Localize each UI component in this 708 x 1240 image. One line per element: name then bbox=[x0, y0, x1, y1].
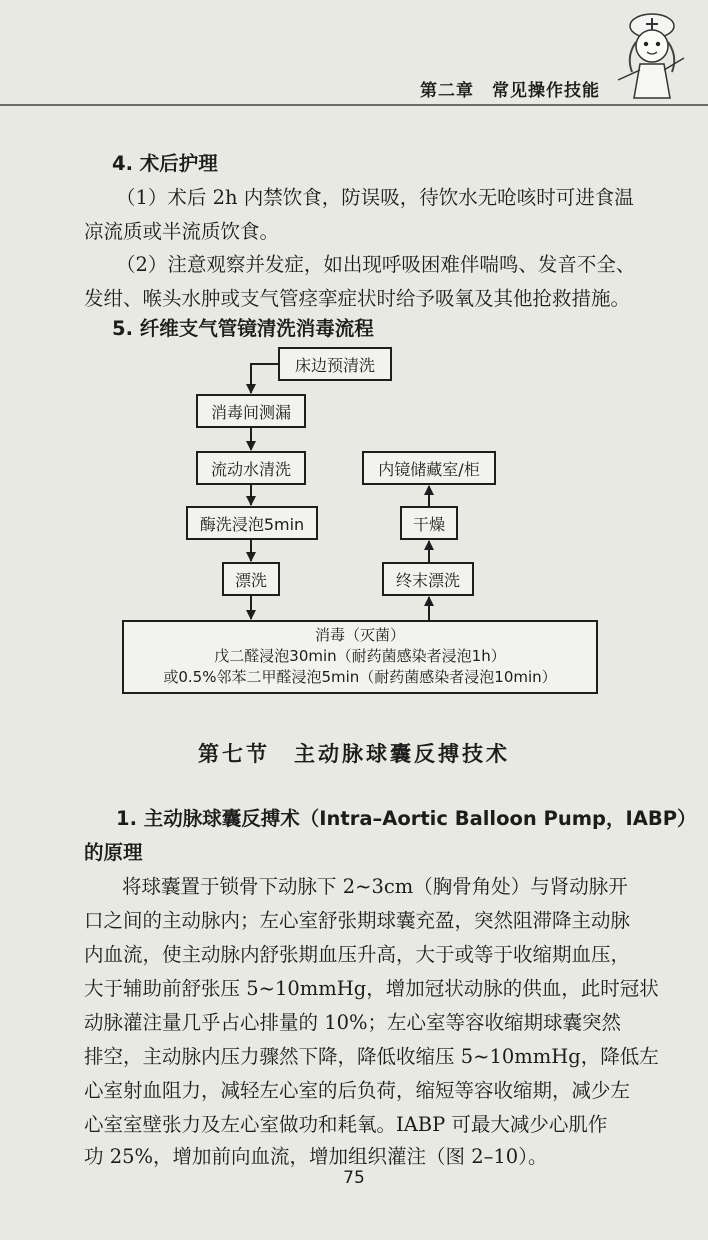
chapter-header: 第二章 常见操作技能 bbox=[420, 81, 600, 101]
step-water-wash: 流动水清洗 bbox=[196, 451, 306, 485]
iabp-body-line-9: 功 25%，增加前向血流，增加组织灌注（图 2–10）。 bbox=[84, 1145, 548, 1168]
iabp-heading-line2: 的原理 bbox=[84, 841, 143, 864]
step-dry: 干燥 bbox=[400, 506, 458, 540]
iabp-body-line-1: 将球囊置于锁骨下动脉下 2~3cm（胸骨角处）与肾动脉开 bbox=[122, 875, 628, 898]
iabp-body-line-3: 内血流，使主动脉内舒张期血压升高，大于或等于收缩期血压， bbox=[84, 943, 631, 966]
step-rinse: 漂洗 bbox=[222, 562, 280, 596]
section-title: 第七节 主动脉球囊反搏技术 bbox=[198, 741, 510, 766]
postop-p2-line2: 发绀、喉头水肿或支气管痉挛症状时给予吸氧及其他抢救措施。 bbox=[84, 287, 631, 310]
postop-p1-line1: （1）术后 2h 内禁饮食，防误吸，待饮水无呛咳时可进食温 bbox=[116, 186, 634, 209]
disinfect-line1: 戊二醛浸泡30min（耐药菌感染者浸泡1h） bbox=[214, 647, 506, 665]
iabp-body-line-6: 排空，主动脉内压力骤然下降，降低收缩压 5~10mmHg，降低左 bbox=[84, 1045, 659, 1068]
iabp-body-line-4: 大于辅助前舒张压 5~10mmHg，增加冠状动脉的供血，此时冠状 bbox=[84, 977, 659, 1000]
flow-heading: 5. 纤维支气管镜清洗消毒流程 bbox=[112, 317, 374, 340]
step-leak-test: 消毒间测漏 bbox=[196, 394, 306, 428]
page-number: 75 bbox=[343, 1168, 365, 1188]
step-bedside-preclean: 床边预清洗 bbox=[278, 347, 392, 381]
iabp-body-line-8: 心室室壁张力及左心室做功和耗氧。IABP 可最大减少心肌作 bbox=[84, 1113, 608, 1136]
arrow-bedside-to-leak bbox=[251, 364, 278, 393]
step-storage: 内镜储藏室/柜 bbox=[362, 451, 496, 485]
postop-heading: 4. 术后护理 bbox=[112, 152, 218, 175]
step-final-rinse: 终末漂洗 bbox=[382, 562, 474, 596]
iabp-body-line-2: 口之间的主动脉内；左心室舒张期球囊充盈，突然阻滞降主动脉 bbox=[84, 909, 631, 932]
postop-p2-line1: （2）注意观察并发症，如出现呼吸困难伴喘鸣、发音不全、 bbox=[116, 253, 636, 276]
iabp-body-line-5: 动脉灌注量几乎占心排量的 10%；左心室等容收缩期球囊突然 bbox=[84, 1011, 622, 1034]
step-enzyme-soak: 酶洗浸泡5min bbox=[186, 506, 318, 540]
iabp-heading-line1: 1. 主动脉球囊反搏术（Intra–Aortic Balloon Pump，IABP） bbox=[116, 807, 697, 830]
disinfect-line2: 或0.5%邻苯二甲醛浸泡5min（耐药菌感染者浸泡10min） bbox=[163, 668, 557, 686]
disinfect-title: 消毒（灭菌） bbox=[314, 626, 405, 644]
postop-p1-line2: 凉流质或半流质饮食。 bbox=[84, 220, 280, 243]
iabp-body-line-7: 心室射血阻力，减轻左心室的后负荷，缩短等容收缩期，减少左 bbox=[84, 1079, 631, 1102]
